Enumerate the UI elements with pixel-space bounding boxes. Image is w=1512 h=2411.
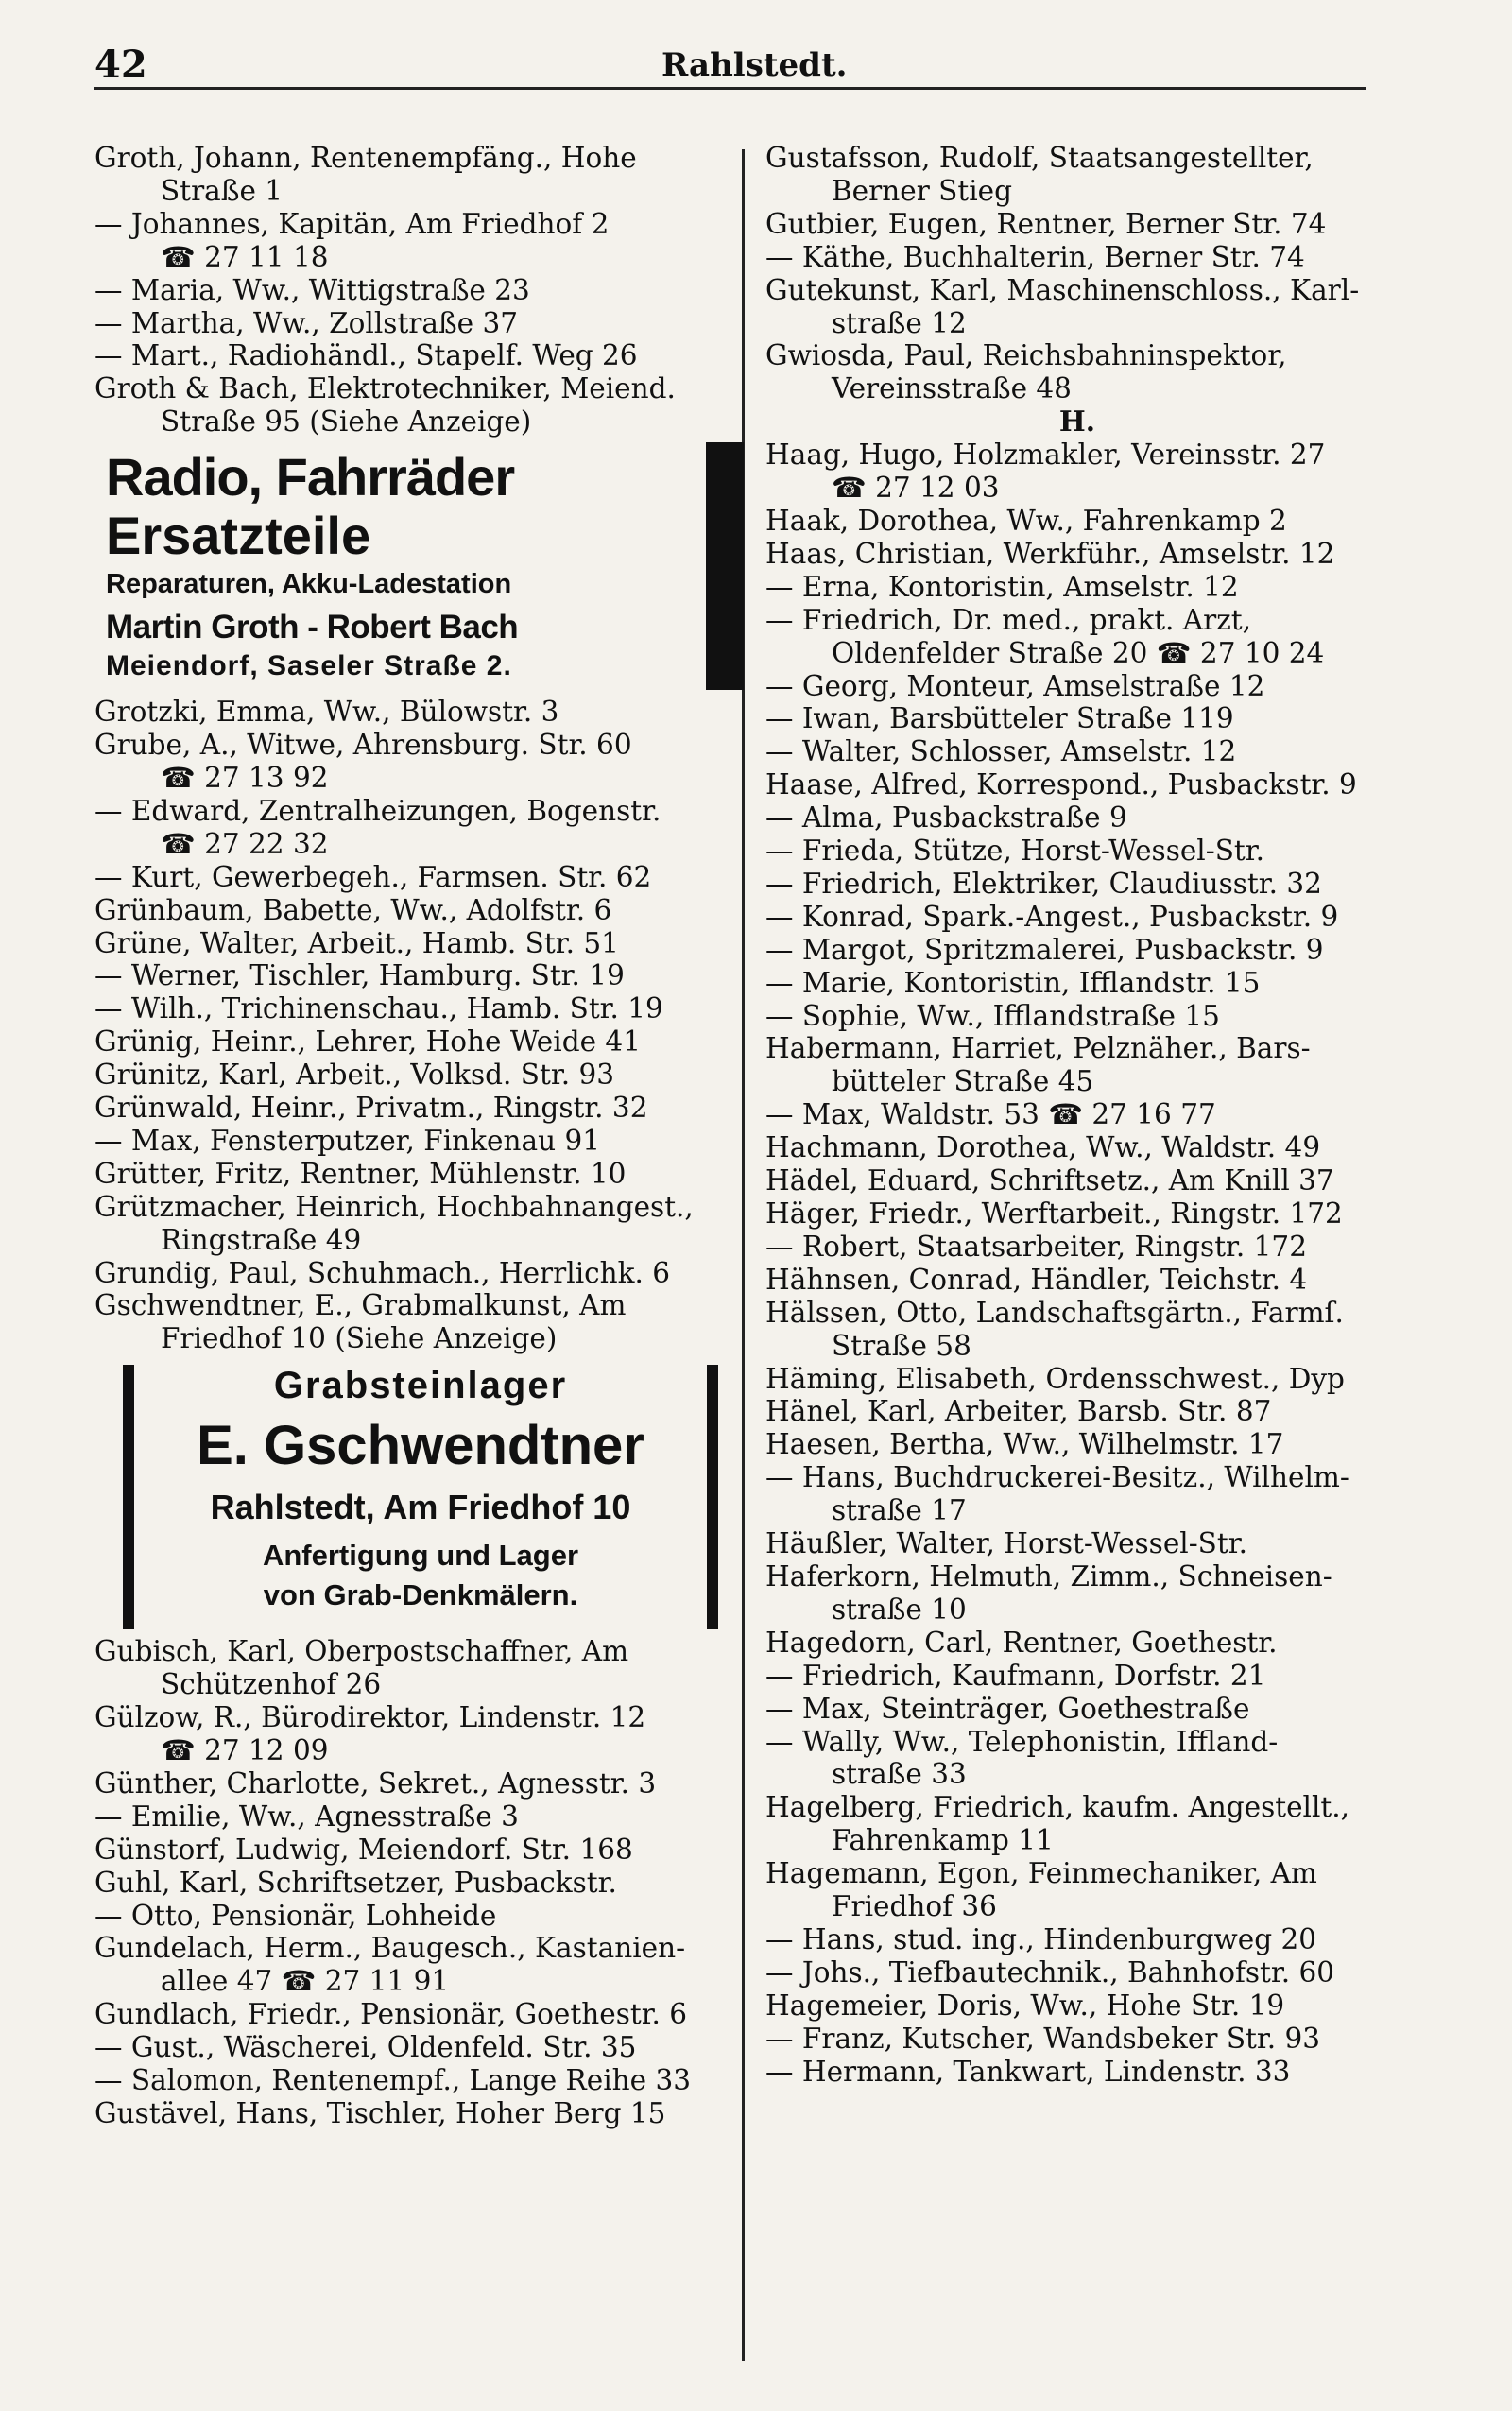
directory-entry: Hälssen, Otto, Landschaftsgärtn., Farmſ. [765,1296,1344,1329]
directory-entry: — Max, Fensterputzer, Finkenau 91 [94,1124,601,1157]
ad-grab-service-1: Anfertigung und Lager [262,1539,579,1573]
directory-entry: Haesen, Bertha, Ww., Wilhelmstr. 17 [765,1428,1284,1461]
running-title: Rahlstedt. [662,46,848,84]
directory-entry: Hagedorn, Carl, Rentner, Goethestr. [765,1626,1278,1659]
directory-entry: Grünitz, Karl, Arbeit., Volksd. Str. 93 [94,1059,614,1092]
directory-entry: — Werner, Tischler, Hamburg. Str. 19 [94,959,625,992]
directory-entry-continuation: ☎ 27 12 09 [161,1734,329,1766]
directory-entry-continuation: Straße 95 (Siehe Anzeige) [161,405,532,439]
directory-entry-continuation: allee 47 ☎ 27 11 91 [161,1965,450,1998]
directory-entry: Gutbier, Eugen, Rentner, Berner Str. 74 [765,207,1327,240]
directory-entry: Gubisch, Karl, Oberpostschaffner, Am [94,1635,629,1668]
page-number: 42 [94,43,147,87]
section-letter-heading: H. [1058,405,1096,439]
directory-entry: — Otto, Pensionär, Lohheide [94,1899,497,1932]
directory-entry-continuation: Vereinsstraße 48 [832,372,1072,405]
ad-radio-subheadline: Ersatzteile [106,506,371,566]
directory-entry: Grünig, Heinr., Lehrer, Hohe Weide 41 [94,1025,641,1059]
directory-entry: Hachmann, Dorothea, Ww., Waldstr. 49 [765,1131,1321,1164]
directory-entry: — Käthe, Buchhalterin, Berner Str. 74 [765,240,1305,273]
left-entries-top [94,142,713,439]
directory-entry: Häußler, Walter, Horst-Wessel-Str. [765,1527,1247,1560]
directory-entry-continuation: ☎ 27 11 18 [161,240,329,273]
directory-entry: Gustafsson, Rudolf, Staatsangestellter, [765,142,1314,174]
directory-entry: Gundelach, Herm., Baugesch., Kastanien- [94,1932,686,1965]
directory-entry-continuation: straße 12 [832,306,967,339]
directory-entry: — Alma, Pusbackstraße 9 [765,801,1127,835]
directory-entry: Hänel, Karl, Arbeiter, Barsb. Str. 87 [765,1395,1272,1428]
directory-entry: — Edward, Zentralheizungen, Bogenstr. [94,794,662,827]
ad-grab-company: E. Gschwendtner [197,1415,644,1477]
directory-entry: Habermann, Harriet, Pelznäher., Bars- [765,1032,1311,1065]
directory-entry: — Friedrich, Dr. med., prakt. Arzt, [765,603,1251,636]
ad-grab-address: Rahlstedt, Am Friedhof 10 [210,1488,631,1527]
directory-entry-continuation: bütteler Straße 45 [832,1065,1094,1098]
ad-radio-address: Meiendorf, Saseler Straße 2. [106,650,512,682]
directory-entry: Gutekunst, Karl, Maschinenschloss., Karl- [765,273,1360,306]
directory-entry: — Martha, Ww., Zollstraße 37 [94,306,519,339]
directory-entry-continuation: ☎ 27 13 92 [161,761,329,794]
directory-entry: — Gust., Wäscherei, Oldenfeld. Str. 35 [94,2031,637,2064]
directory-entry: — Sophie, Ww., Ifflandstraße 15 [765,999,1220,1032]
directory-entry: — Konrad, Spark.-Angest., Pusbackstr. 9 [765,900,1339,933]
directory-entry: — Margot, Spritzmalerei, Pusbackstr. 9 [765,933,1324,966]
directory-entry: Gülzow, R., Bürodirektor, Lindenstr. 12 [94,1701,646,1734]
header-rule [94,87,1366,90]
directory-entry: — Frieda, Stütze, Horst-Wessel-Str. [765,835,1264,868]
directory-entry: Gustävel, Hans, Tischler, Hoher Berg 15 [94,2096,666,2129]
directory-entry: — Marie, Kontoristin, Ifflandstr. 15 [765,966,1261,999]
directory-entry: Häming, Elisabeth, Ordensschwest., Dyp [765,1362,1345,1395]
directory-entry: Günther, Charlotte, Sekret., Agnesstr. 3 [94,1766,657,1800]
directory-entry: — Walter, Schlosser, Amselstr. 12 [765,735,1237,768]
directory-entry: — Johannes, Kapitän, Am Friedhof 2 [94,207,610,240]
directory-entry: Grundig, Paul, Schuhmach., Herrlichk. 6 [94,1256,671,1289]
directory-entry-continuation: Straße 1 [161,174,284,207]
ad-grab-right-bar [707,1365,718,1629]
directory-entry: — Max, Steinträger, Goethestraße [765,1692,1250,1725]
directory-entry: — Iwan, Barsbütteler Straße 119 [765,702,1234,735]
directory-entry-continuation: ☎ 27 22 32 [161,827,329,860]
directory-entry: Grube, A., Witwe, Ahrensburg. Str. 60 [94,729,632,762]
page-header [94,43,1366,92]
directory-entry: — Robert, Staatsarbeiter, Ringstr. 172 [765,1230,1307,1263]
directory-entry: — Wilh., Trichinenschau., Hamb. Str. 19 [94,992,663,1025]
directory-entry: Grütter, Fritz, Rentner, Mühlenstr. 10 [94,1157,627,1190]
directory-entry-continuation: Schützenhof 26 [161,1668,382,1701]
directory-entry-continuation: straße 17 [832,1494,967,1527]
ad-radio-services: Reparaturen, Akku-Ladestation [106,569,512,600]
directory-entry: — Hans, Buchdruckerei-Besitz., Wilhelm- [765,1461,1349,1494]
directory-entry: Grünwald, Heinr., Privatm., Ringstr. 32 [94,1092,648,1125]
directory-entry: — Wally, Ww., Telephonistin, Iffland- [765,1725,1279,1758]
directory-entry: Gundlach, Friedr., Pensionär, Goethestr. 6 [94,1998,688,2031]
directory-entry-continuation: Oldenfelder Straße 20 ☎ 27 10 24 [832,636,1325,669]
directory-entry-continuation: Friedhof 36 [832,1890,997,1923]
directory-entry: Hädel, Eduard, Schriftsetz., Am Knill 37 [765,1164,1334,1197]
directory-entry: — Franz, Kutscher, Wandsbeker Str. 93 [765,2022,1321,2055]
directory-entry: — Hermann, Tankwart, Lindenstr. 33 [765,2055,1291,2088]
directory-entry: Gschwendtner, E., Grabmalkunst, Am [94,1289,627,1322]
grabstein-advertisement [123,1365,718,1629]
directory-entry: Grotzki, Emma, Ww., Bülowstr. 3 [94,696,559,729]
directory-entry: Haak, Dorothea, Ww., Fahrenkamp 2 [765,504,1287,537]
directory-entry: Hagelberg, Friedrich, kaufm. Angestellt., [765,1791,1350,1824]
directory-entry: Gwiosda, Paul, Reichsbahninspektor, [765,339,1287,372]
directory-entry: Hagemeier, Doris, Ww., Hohe Str. 19 [765,1989,1285,2022]
directory-entry: Haas, Christian, Werkführ., Amselstr. 12 [765,537,1335,570]
directory-entry: Guhl, Karl, Schriftsetzer, Pusbackstr. [94,1866,617,1899]
ad-radio-headline: Radio, Fahrräder [106,447,515,508]
directory-entry: Haase, Alfred, Korrespond., Pusbackstr. 9 [765,768,1357,801]
directory-entry: — Johs., Tiefbautechnik., Bahnhofstr. 60 [765,1955,1335,1989]
right-column [765,142,1389,2088]
right-entries [765,142,1389,2088]
ad-grab-left-bar [123,1365,134,1629]
directory-entry: Haag, Hugo, Holzmakler, Vereinsstr. 27 [765,439,1326,472]
directory-entry-continuation: Fahrenkamp 11 [832,1824,1054,1857]
left-entries-middle [94,696,713,1355]
directory-entry: Grützmacher, Heinrich, Hochbahnangest., [94,1190,694,1223]
directory-entry-continuation: Ringstraße 49 [161,1223,362,1256]
directory-entry: — Max, Waldstr. 53 ☎ 27 16 77 [765,1098,1216,1131]
directory-entry: — Kurt, Gewerbegeh., Farmsen. Str. 62 [94,860,652,893]
directory-entry: — Friedrich, Elektriker, Claudiusstr. 32 [765,867,1322,900]
directory-entry: — Hans, stud. ing., Hindenburgweg 20 [765,1922,1317,1955]
directory-entry: Grüne, Walter, Arbeit., Hamb. Str. 51 [94,926,619,959]
directory-entry-continuation: ☎ 27 12 03 [832,472,1000,505]
directory-entry-continuation: straße 10 [832,1593,967,1626]
left-column [94,142,713,2130]
directory-entry-continuation: straße 33 [832,1758,967,1791]
ad-grab-headline: Grabsteinlager [273,1365,568,1407]
directory-entry-continuation: Friedhof 10 (Siehe Anzeige) [161,1322,558,1355]
directory-entry: Grünbaum, Babette, Ww., Adolfstr. 6 [94,893,612,926]
directory-entry-continuation: Straße 58 [832,1329,971,1362]
ad-grab-service-2: von Grab-Denkmälern. [263,1578,578,1612]
directory-entry: — Erna, Kontoristin, Amselstr. 12 [765,570,1239,603]
directory-entry: Hagemann, Egon, Feinmechaniker, Am [765,1857,1317,1890]
directory-entry: — Friedrich, Kaufmann, Dorfstr. 21 [765,1659,1266,1692]
directory-entry: — Mart., Radiohändl., Stapelf. Weg 26 [94,339,638,372]
left-entries-bottom [94,1635,713,2130]
directory-entry-continuation: Berner Stieg [832,174,1013,207]
radio-advertisement [106,442,744,690]
directory-entry: — Maria, Ww., Wittigstraße 23 [94,273,530,306]
directory-entry: Groth, Johann, Rentenempfäng., Hohe [94,142,637,174]
directory-entry: — Salomon, Rentenempf., Lange Reihe 33 [94,2064,692,2097]
directory-entry: Haferkorn, Helmuth, Zimm., Schneisen- [765,1559,1332,1593]
directory-entry: Häger, Friedr., Werftarbeit., Ringstr. 172 [765,1197,1343,1230]
ad-radio-black-bar [706,442,744,690]
directory-entry: Günstorf, Ludwig, Meiendorf. Str. 168 [94,1833,633,1866]
directory-entry: Hähnsen, Conrad, Händler, Teichstr. 4 [765,1263,1308,1296]
directory-entry: — Emilie, Ww., Agnesstraße 3 [94,1800,519,1833]
ad-radio-owners: Martin Groth - Robert Bach [106,609,519,646]
directory-entry: Groth & Bach, Elektrotechniker, Meiend. [94,372,676,405]
directory-entry: — Georg, Monteur, Amselstraße 12 [765,669,1265,702]
